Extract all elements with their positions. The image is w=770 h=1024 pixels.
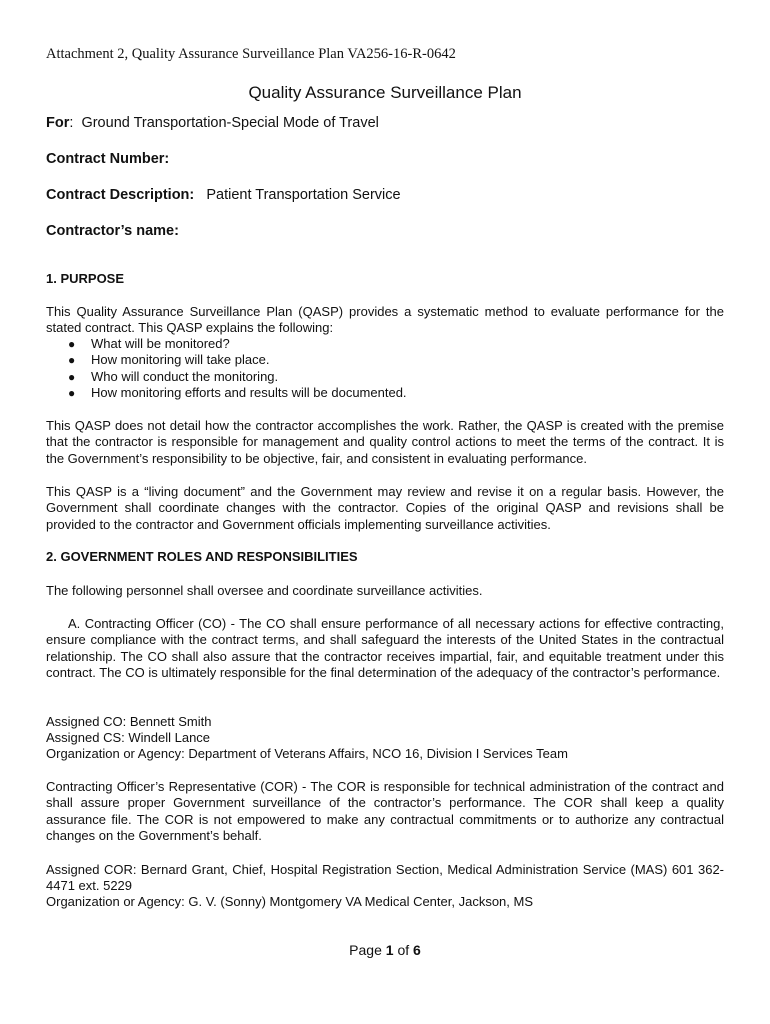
cor-paragraph: Contracting Officer’s Representative (COR) - The COR is responsible for technical administration of the contract and shall assure proper Government surveillance of the contractor’s performance. The COR shall keep a quality assurance file. The COR is not empowered to make any contractual commitments or to authorize any contractual changes on the Government’s behalf. xyxy=(46,779,724,843)
roles-intro: The following personnel shall oversee and coordinate surveillance activities. xyxy=(46,583,483,598)
list-item: ● What will be monitored? xyxy=(68,336,230,351)
purpose-heading: 1. PURPOSE xyxy=(46,271,125,286)
co-paragraph: A. Contracting Officer (CO) - The CO shall ensure performance of all necessary actions for effective contracting, ensure compliance with the contract terms, and shall safeguard the interests of the United States in the contractual relationship. The CO shall also assure that the contractor receives impartial, fair, and equitable treatment under this contract. The CO is ultimately responsible for the final determination of the adequacy of the contractor’s performance. xyxy=(46,616,724,680)
assigned-cs: Assigned CS: Windell Lance xyxy=(46,730,211,745)
page-word: Page xyxy=(349,942,382,958)
current-page: 1 xyxy=(385,942,394,958)
list-item: ● How monitoring efforts and results will be documented. xyxy=(68,384,407,400)
purpose-paragraph-3: This QASP is a “living document” and the Government may review and revise it on a regular basis. However, the Government shall coordinate changes with the contractor. Copies of the original QASP and revisions shall be provided to the contractor and Government officials implementing surveillance activities. xyxy=(46,484,724,532)
bullet-icon: ● xyxy=(68,369,76,384)
contract-description-label: Contract Description: xyxy=(46,187,195,203)
attachment-header: Attachment 2, Quality Assurance Surveillance Plan VA256-16-R-0642 xyxy=(46,46,456,62)
contractor-name-label: Contractor’s name: xyxy=(46,223,179,239)
list-item: ● Who will conduct the monitoring. xyxy=(68,368,279,384)
list-item: ● How monitoring will take place. xyxy=(68,352,270,368)
for-field: For: Ground Transportation-Special Mode of Travel xyxy=(46,115,379,131)
of-word: of xyxy=(397,942,410,958)
total-pages: 6 xyxy=(413,942,421,958)
contract-number-label: Contract Number: xyxy=(46,151,170,167)
roles-heading: 2. GOVERNMENT ROLES AND RESPONSIBILITIES xyxy=(46,549,358,564)
for-label: For xyxy=(46,115,70,131)
assigned-cor: Assigned COR: Bernard Grant, Chief, Hospital Registration Section, Medical Administration Service (MAS) 601 362-4471 ext. 5229 xyxy=(46,862,724,894)
assigned-co: Assigned CO: Bennett Smith xyxy=(46,714,212,729)
purpose-bullet-list xyxy=(46,336,407,401)
cor-organization: Organization or Agency: G. V. (Sonny) Montgomery VA Medical Center, Jackson, MS xyxy=(46,894,534,909)
bullet-icon: ● xyxy=(68,353,76,368)
contractor-name-field xyxy=(46,223,179,239)
contract-description-field xyxy=(46,187,401,203)
document-title: Quality Assurance Surveillance Plan xyxy=(248,83,522,102)
bullet-icon: ● xyxy=(68,337,76,351)
for-value: Ground Transportation-Special Mode of Travel xyxy=(81,115,379,131)
co-organization: Organization or Agency: Department of Veterans Affairs, NCO 16, Division I Services Team xyxy=(46,746,568,761)
contract-description-value: Patient Transportation Service xyxy=(206,187,401,203)
purpose-intro: This Quality Assurance Surveillance Plan (QASP) provides a systematic method to evaluate performance for the stated contract. This QASP explains the following: xyxy=(46,304,724,336)
bullet-icon: ● xyxy=(68,385,76,400)
purpose-paragraph-2: This QASP does not detail how the contractor accomplishes the work. Rather, the QASP is created with the premise that the contractor is responsible for management and quality control actions to meet the terms of the contract. It is the Government’s responsibility to be objective, fair, and consistent in evaluating performance. xyxy=(46,418,724,466)
page-number-footer xyxy=(0,942,770,958)
contract-number-field xyxy=(46,151,169,167)
